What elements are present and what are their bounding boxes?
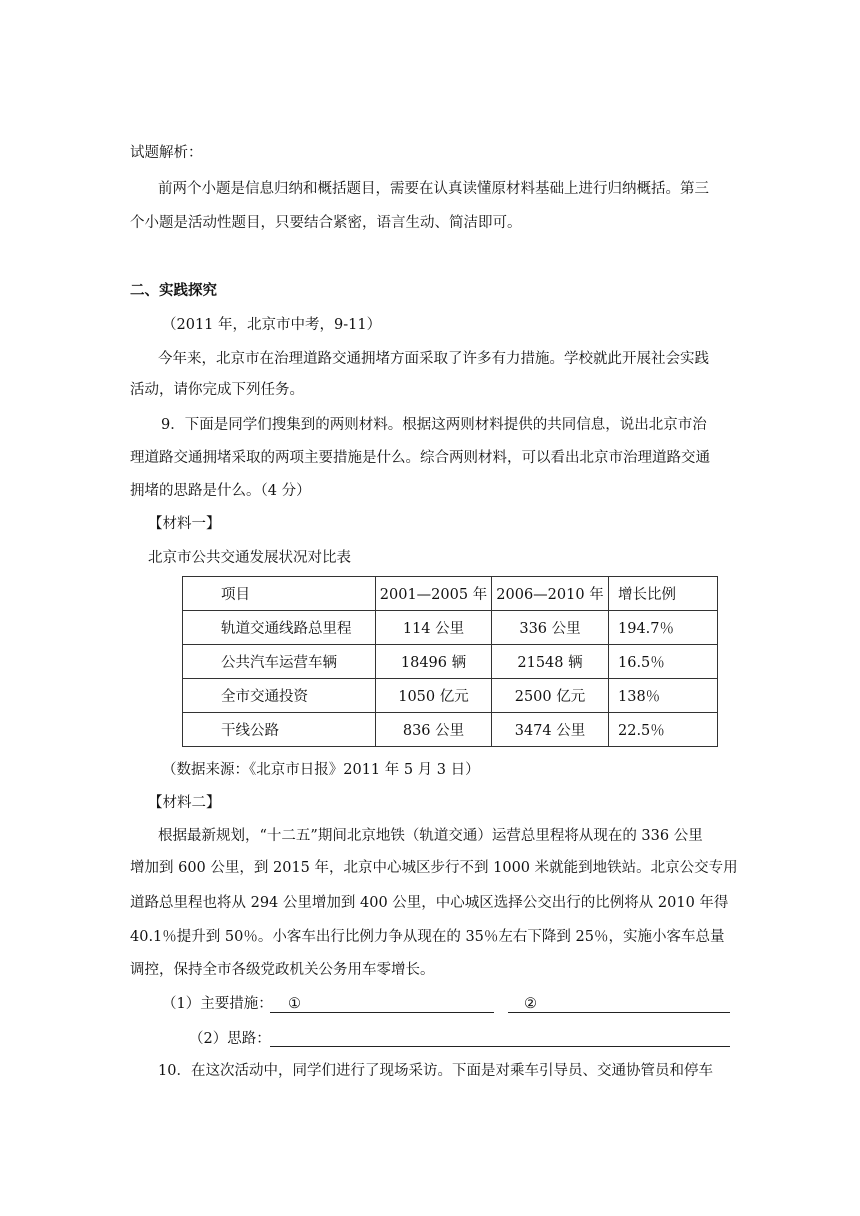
analysis-heading: 试题解析： [130,145,203,161]
table-cell: 194.7％ [609,611,718,645]
table-row [183,645,718,679]
table-cell: 114 公里 [376,611,492,645]
answer-1-marker-2: ② [524,996,537,1012]
table-cell: 轨道交通线路总里程 [183,611,376,645]
table-cell: 836 公里 [376,713,492,747]
answer-1-blank-1[interactable] [270,994,494,1013]
table-header-cell: 2006—2010 年 [492,577,609,611]
section-title: 二、实践探究 [130,282,217,299]
table-cell: 干线公路 [183,713,376,747]
answer-2-blank[interactable] [270,1028,730,1047]
table-cell: 1050 亿元 [376,679,492,713]
table-cell: 21548 辆 [492,645,609,679]
table-cell: 22.5％ [609,713,718,747]
analysis-body-line: 个小题是活动性题目，只要结合紧密，语言生动、简洁即可。 [130,215,522,231]
material-2-line: 40.1％提升到 50％。小客车出行比例力争从现在的 35％左右下降到 25％，实施小客车总量 [130,929,725,945]
material-2-label: 【材料二】 [148,795,221,811]
material-1-label: 【材料一】 [148,516,221,532]
table-cell: 3474 公里 [492,713,609,747]
table-header-cell: 2001—2005 年 [376,577,492,611]
question-10-line: 10．在这次活动中，同学们进行了现场采访。下面是对乘车引导员、交通协管员和停车 [158,1063,713,1079]
material-2-line: 根据最新规划，“十二五”期间北京地铁（轨道交通）运营总里程将从现在的 336 公里 [158,828,703,844]
section-intro-line: 活动，请你完成下列任务。 [130,382,304,398]
table-cell: 138％ [609,679,718,713]
table-row [183,611,718,645]
answer-1-label: （1）主要措施： [162,996,273,1012]
data-source-note: （数据来源：《北京市日报》2011 年 5 月 3 日） [162,762,480,778]
table-row [183,713,718,747]
table-cell: 2500 亿元 [492,679,609,713]
answer-1-blank-2[interactable] [508,994,730,1013]
section-source: （2011 年，北京市中考，9-11） [162,317,382,333]
table-header-row [183,577,718,611]
table-title: 北京市公共交通发展状况对比表 [148,550,351,566]
material-2-line: 道路总里程也将从 294 公里增加到 400 公里，中心城区选择公交出行的比例将从 2010 年得 [130,895,729,911]
table-cell: 336 公里 [492,611,609,645]
comparison-table [182,576,718,747]
answer-1-marker-1: ① [288,996,301,1012]
table-header-cell: 项目 [183,577,376,611]
analysis-body-line: 前两个小题是信息归纳和概括题目，需要在认真读懂原材料基础上进行归纳概括。第三 [158,181,709,197]
table-header-cell: 增长比例 [609,577,718,611]
material-2-line: 调控，保持全市各级党政机关公务用车零增长。 [130,962,435,978]
material-2-line: 增加到 600 公里，到 2015 年，北京中心城区步行不到 1000 米就能到地铁站。北京公交专用 [130,860,738,876]
table-cell: 全市交通投资 [183,679,376,713]
table-cell: 公共汽车运营车辆 [183,645,376,679]
table-row [183,679,718,713]
question-9-line: 拥堵的思路是什么。（4 分） [130,483,311,499]
table-cell: 16.5％ [609,645,718,679]
answer-2-label: （2）思路： [189,1031,271,1047]
question-9-line: 理道路交通拥堵采取的两项主要措施是什么。综合两则材料，可以看出北京市治理道路交通 [130,450,710,466]
table-cell: 18496 辆 [376,645,492,679]
question-9-line: 9．下面是同学们搜集到的两则材料。根据这两则材料提供的共同信息，说出北京市治 [161,417,707,433]
section-intro-line: 今年来，北京市在治理道路交通拥堵方面采取了许多有力措施。学校就此开展社会实践 [158,351,709,367]
